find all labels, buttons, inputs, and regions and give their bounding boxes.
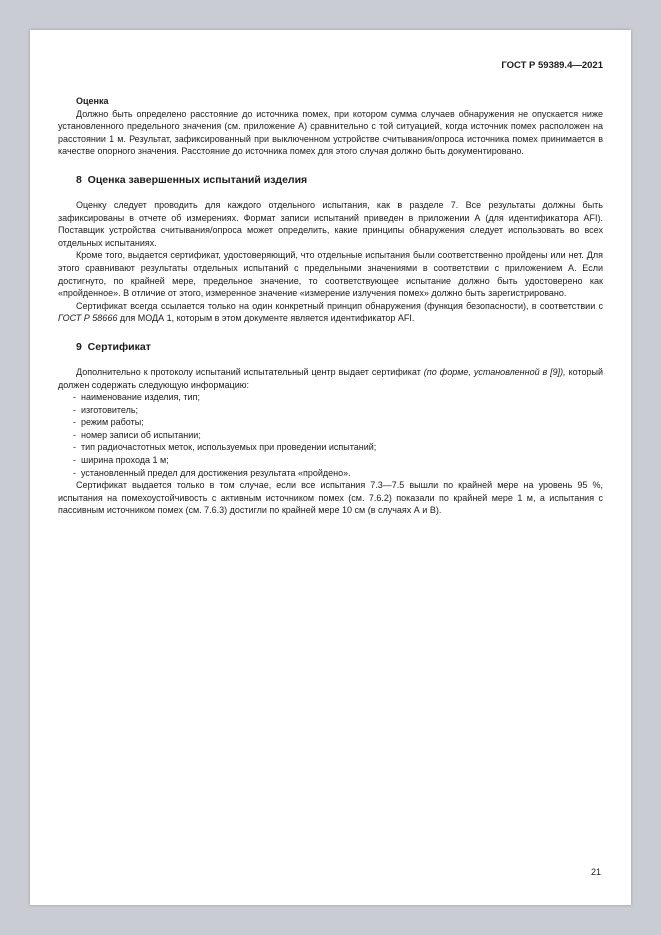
gost-reference-italic: ГОСТ Р 58666	[58, 313, 118, 324]
list-marker: -	[73, 417, 76, 428]
list-item-text: ширина прохода 1 м;	[81, 455, 169, 466]
list-marker: -	[73, 467, 76, 478]
list-item	[58, 429, 603, 442]
list-item-text: наименование изделия, тип;	[81, 392, 200, 403]
list-marker: -	[73, 442, 76, 453]
list-item	[58, 404, 603, 417]
section-9-intro-tail: который должен содержать следующую информацию:	[58, 366, 604, 390]
section-9-heading: 9 Сертификат	[76, 340, 151, 353]
evaluation-paragraph: Должно быть определено расстояние до источника помех, при котором сумма случаев обнаружения не опускается ниже установленного предельного значения (см. приложение А) сравнительно с той ситуацией, когда источник помех расположен на расстоянии 1 м. Результат, зафиксированный при выключенном устройстве считывания/опроса источника помех принимается в качестве опорного значения. Расстояние до источника помех для этого случая должно быть документировано.	[58, 108, 603, 157]
list-item-text: установленный предел для достижения результата «пройдено».	[81, 467, 351, 478]
list-item-text: тип радиочастотных меток, используемых при проведении испытаний;	[81, 442, 377, 453]
list-item	[58, 441, 603, 454]
list-marker: -	[73, 392, 76, 403]
section-8-paragraph-1: Оценку следует проводить для каждого отдельного испытания, как в разделе 7. Все результаты должны быть зафиксированы в отчете об измерениях. Формат записи испытаний приведен в приложении А (для идентификатора AFI). Поставщик устройства считывания/опроса может определить, какие принципы обнаружения следует использовать во всех отдельных испытаниях.	[58, 199, 603, 248]
section-8-paragraph-2: Кроме того, выдается сертификат, удостоверяющий, что отдельные испытания были соответственно пройдены или нет. Для этого сравнивают результаты отдельных испытаний с предельными значениями в соответствии с приложением А. Если достигнуто, по крайней мере, предельное значение, то соответствующее испытание должно быть удостоверено как «пройденное». В отличие от этого, измеренное значение «измерение излучения помех» должно быть зарегистрировано.	[58, 250, 603, 299]
section-8-paragraph-3-tail: для МОДА 1, которым в этом документе является идентификатор AFI.	[117, 313, 415, 324]
section-9-intro-paragraph	[58, 366, 603, 391]
document-page	[30, 30, 631, 905]
list-item-text: режим работы;	[81, 417, 144, 428]
list-marker: -	[73, 429, 76, 440]
list-item-text: изготовитель;	[81, 404, 139, 415]
list-item-text: номер записи об испытании;	[81, 429, 201, 440]
section-9-intro-text: Дополнительно к протоколу испытаний испытательный центр выдает сертификат	[76, 366, 424, 377]
section-8-heading: 8 Оценка завершенных испытаний изделия	[76, 173, 308, 186]
form-reference-italic: (по форме, установленной в [9]),	[423, 366, 566, 377]
page-number: 21	[590, 867, 601, 877]
list-item	[58, 454, 603, 467]
section-9-final-paragraph: Сертификат выдается только в том случае, если все испытания 7.3—7.5 вышли по крайней мере на уровень 95 %, испытания на помехоустойчивость с активным источником помех (см. 7.6.2) показали по крайней мере 1 м, а испытания с пассивным источником помех (см. 7.6.3) достигли по крайней мере 10 см (в случаях А и В).	[58, 480, 603, 516]
certificate-info-list	[58, 391, 603, 479]
section-8-paragraph-3-text: Сертификат всегда ссылается только на один конкретный принцип обнаружения (функция безопасности), в соответствии с	[76, 300, 603, 311]
list-item	[58, 467, 603, 480]
document-header: ГОСТ Р 59389.4—2021	[501, 60, 603, 71]
list-marker: -	[73, 455, 76, 466]
evaluation-subheading: Оценка	[76, 96, 109, 106]
list-item	[58, 416, 603, 429]
list-item	[58, 391, 603, 404]
list-marker: -	[73, 404, 76, 415]
section-8-paragraph-3	[58, 300, 603, 325]
